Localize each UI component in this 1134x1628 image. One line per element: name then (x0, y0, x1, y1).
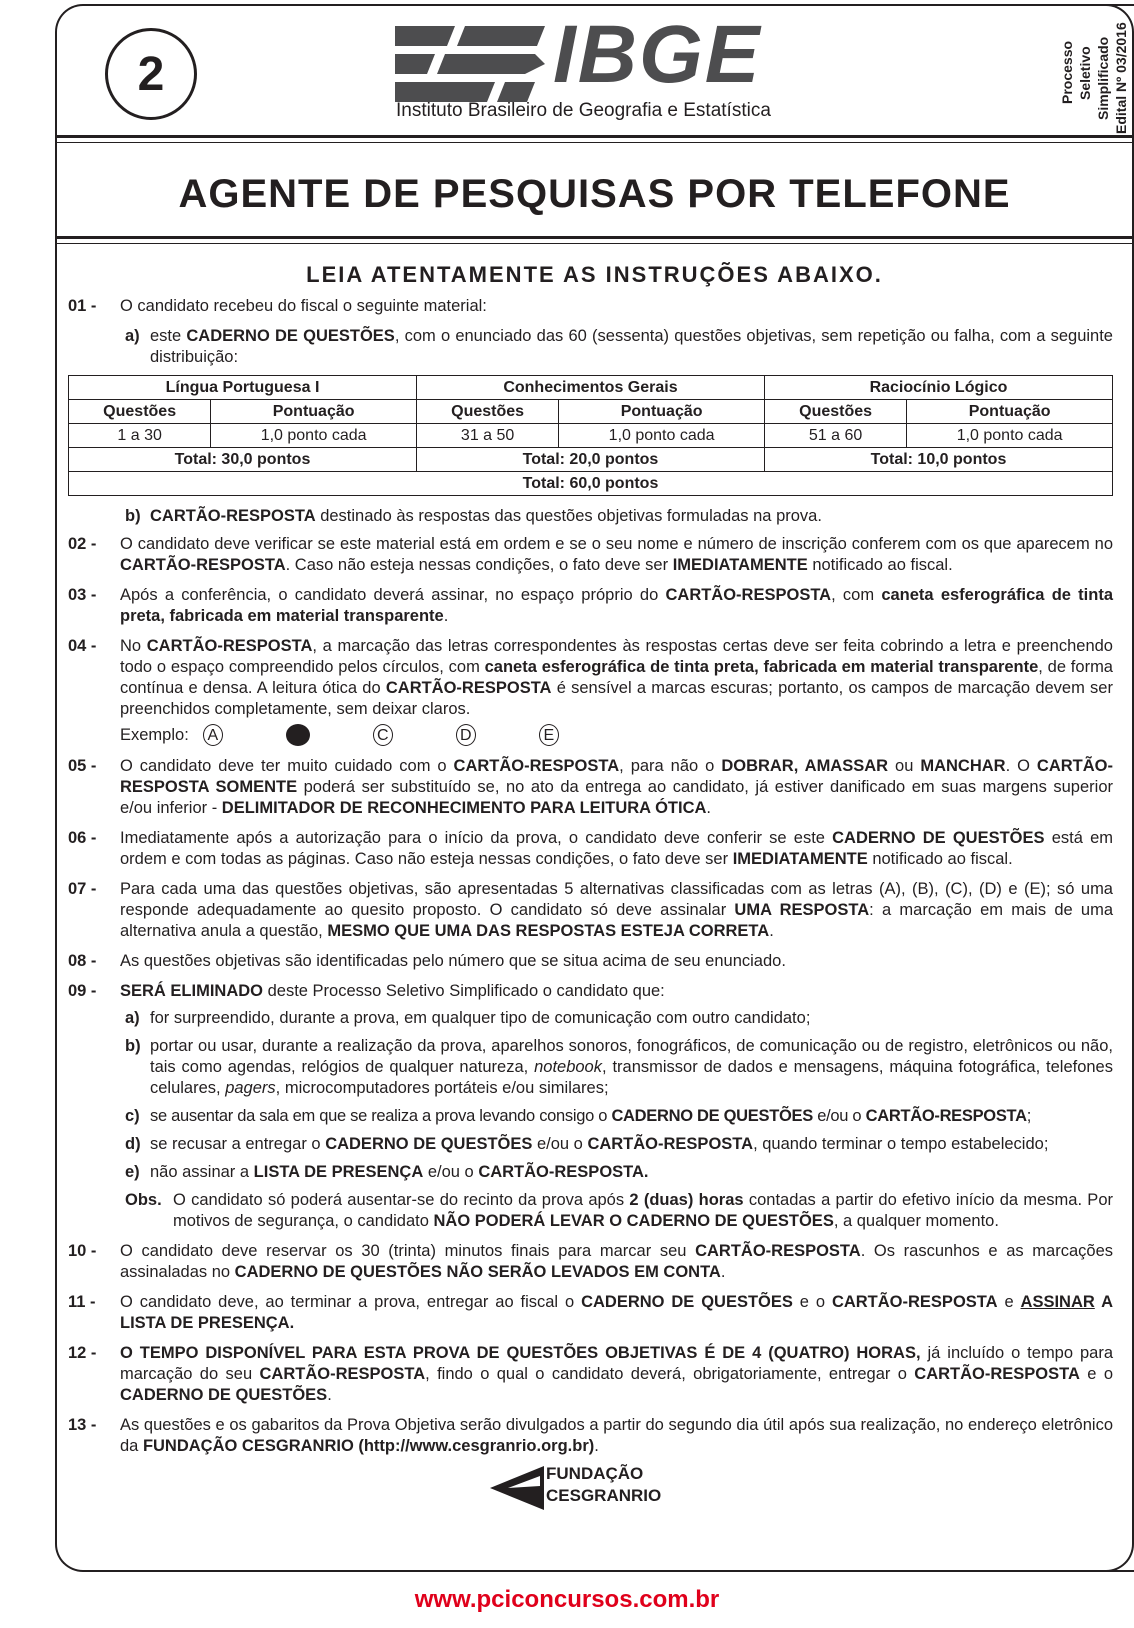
side-line-3: Simplificado (1095, 36, 1111, 120)
instruction-05: 05 - O candidato deve ter muito cuidado com o CARTÃO-RESPOSTA, para não o DOBRAR, AMASSAR ou MANCHAR. O CARTÃO-RESPOSTA SOMENTE poderá ser substituído se, no ato da entrega ao candidato, já estiver danificado em suas margens superior e/ou inferior - DELIMITADOR DE RECONHECIMENTO PARA LEITURA ÓTICA. (68, 757, 1113, 817)
instruction-02: 02 - O candidato deve verificar se este material está em ordem e se o seu nome e número de inscrição conferem com os que aparecem no CARTÃO-RESPOSTA. Caso não esteja nessas condições, o fato deve ser IMEDIATAMENTE notificado ao fiscal. (68, 535, 1113, 574)
col-header: Pontuação (211, 400, 417, 424)
org-line-1: FUNDAÇÃO (546, 1464, 644, 1483)
subtotal: Total: 30,0 pontos (69, 448, 417, 472)
instruction-10: 10 - O candidato deve reservar os 30 (trinta) minutos finais para marcar seu CARTÃO-RESPOSTA. Os rascunhos e as marcações assinaladas no CADERNO DE QUESTÕES NÃO SERÃO LEVADOS EM CONTA. (68, 1242, 1113, 1281)
caderno-number: 2 (105, 28, 197, 120)
header-divider-thin (55, 142, 1134, 143)
table-cell: 31 a 50 (416, 424, 558, 448)
col-header: Questões (416, 400, 558, 424)
instruction-09: 09 - SERÁ ELIMINADO deste Processo Seletivo Simplificado o candidato que: (68, 982, 665, 1000)
subject-header: Língua Portuguesa I (69, 376, 417, 400)
instruction-11: 11 - O candidato deve, ao terminar a prova, entregar ao fiscal o CADERNO DE QUESTÕES e o CARTÃO-RESPOSTA e ASSINAR A LISTA DE PRESENÇA. (68, 1293, 1113, 1332)
instruction-07: 07 - Para cada uma das questões objetivas, são apresentadas 5 alternativas classificadas com as letras (A), (B), (C), (D) e (E); só uma responde adequadamente ao quesito proposto. O candidato só deve assinalar UMA RESPOSTA: a marcação em mais de uma alternativa anula a questão, MESMO QUE UMA DAS RESPOSTAS ESTEJA CORRETA. (68, 880, 1114, 940)
table-cell: 51 a 60 (764, 424, 906, 448)
subtotal: Total: 10,0 pontos (764, 448, 1112, 472)
edital-vertical-text (1020, 4, 1130, 144)
instructions-body (68, 296, 1113, 1466)
side-line-4: Edital Nº 03/2016 (1113, 22, 1129, 134)
grand-total: Total: 60,0 pontos (69, 472, 1113, 496)
table-cell: 1,0 ponto cada (907, 424, 1113, 448)
instruction-13: 13 - As questões e os gabaritos da Prova Objetiva serão divulgados a partir do segundo dia útil após sua realização, no endereço eletrônico da FUNDAÇÃO CESGRANRIO (http://www.cesgranrio.org.br). (68, 1416, 1113, 1455)
source-link[interactable]: www.pciconcursos.com.br (414, 1586, 720, 1613)
subtotal: Total: 20,0 pontos (416, 448, 764, 472)
side-line-1: Processo (1059, 40, 1075, 104)
instruction-01a: a) este CADERNO DE QUESTÕES, com o enunciado das 60 (sessenta) questões objetivas, sem repetição ou falha, com a seguinte distribuição: (125, 327, 1113, 366)
logo-text: IBGE (553, 9, 762, 100)
instruction-09d: d) se recusar a entregar o CADERNO DE QUESTÕES e/ou o CARTÃO-RESPOSTA, quando terminar o tempo estabelecido; (125, 1135, 1049, 1153)
instructions-heading: LEIA ATENTAMENTE AS INSTRUÇÕES ABAIXO. (306, 262, 883, 287)
distribution-table (68, 375, 1113, 496)
instruction-04: 04 - No CARTÃO-RESPOSTA, a marcação das letras correspondentes às respostas certas deve ser feita cobrindo a letra e preenchendo todo o espaço compreendido pelos círculos, com caneta esferográfica de tinta preta, fabricada em material transparente, de forma contínua e densa. A leitura ótica do CARTÃO-RESPOSTA é sensível a marcas escuras; portanto, os campos de marcação devem ser preenchidos completamente, sem deixar claros. (68, 637, 1113, 718)
table-cell: 1 a 30 (69, 424, 211, 448)
title-divider (55, 236, 1134, 239)
instruction-obs: Obs. O candidato só poderá ausentar-se do recinto da prova após 2 (duas) horas contadas a partir do efetivo início da mesma. Por motivos de segurança, o candidato NÃO PODERÁ LEVAR O CADERNO DE QUESTÕES, a qualquer momento. (125, 1191, 1113, 1230)
col-header: Pontuação (907, 400, 1113, 424)
instruction-09e: e) não assinar a LISTA DE PRESENÇA e/ou o CARTÃO-RESPOSTA. (125, 1163, 649, 1181)
header-divider (55, 135, 1134, 138)
col-header: Questões (69, 400, 211, 424)
subject-header: Raciocínio Lógico (764, 376, 1112, 400)
bubble-b-filled (286, 724, 310, 746)
logo-subtitle: Instituto Brasileiro de Geografia e Estatística (396, 100, 771, 121)
marking-example (120, 724, 1113, 746)
bubble-e: E (539, 724, 559, 746)
col-header: Pontuação (559, 400, 765, 424)
org-line-2: CESGRANRIO (546, 1486, 662, 1505)
table-cell: 1,0 ponto cada (211, 424, 417, 448)
bubble-a: A (203, 724, 223, 746)
bubble-c: C (373, 724, 393, 746)
instruction-03: 03 - Após a conferência, o candidato deverá assinar, no espaço próprio do CARTÃO-RESPOSTA, com caneta esferográfica de tinta preta, fabricada em material transparente. (68, 586, 1113, 625)
side-line-2: Seletivo (1077, 46, 1093, 100)
title-divider-thin (55, 243, 1134, 244)
table-row (69, 424, 1113, 448)
subject-header: Conhecimentos Gerais (416, 376, 764, 400)
instruction-09c: c) se ausentar da sala em que se realiza a prova levando consigo o CADERNO DE QUESTÕES e/ou o CARTÃO-RESPOSTA; (125, 1107, 1032, 1125)
instruction-09a: a) for surpreendido, durante a prova, em qualquer tipo de comunicação com outro candidato; (125, 1009, 811, 1027)
cesgranrio-logo (490, 1462, 660, 1512)
table-cell: 1,0 ponto cada (559, 424, 765, 448)
instruction-12: 12 - O TEMPO DISPONÍVEL PARA ESTA PROVA DE QUESTÕES OBJETIVAS É DE 4 (QUATRO) HORAS, já incluído o tempo para marcação do seu CARTÃO-RESPOSTA, findo o qual o candidato deverá, obrigatoriamente, entregar o CARTÃO-RESPOSTA e o CADERNO DE QUESTÕES. (68, 1344, 1113, 1404)
instruction-01: 01 - O candidato recebeu do fiscal o seguinte material: (68, 297, 487, 315)
cesgranrio-flag-icon (490, 1466, 550, 1510)
col-header: Questões (764, 400, 906, 424)
bubble-d: D (456, 724, 476, 746)
page-title: AGENTE DE PESQUISAS POR TELEFONE (178, 172, 1011, 216)
instruction-08: 08 - As questões objetivas são identificadas pelo número que se situa acima de seu enunciado. (68, 952, 786, 970)
example-label: Exemplo: (120, 725, 189, 744)
instruction-09b: b) portar ou usar, durante a realização da prova, aparelhos sonoros, fonográficos, de comunicação ou de registro, eletrônicos ou não, tais como agendas, relógios de qualquer natureza, notebook, transmissor de dados e mensagens, máquina fotográfica, telefones celulares, pagers, microcomputadores portáteis e/ou similares; (125, 1037, 1113, 1097)
instruction-01b: b) CARTÃO-RESPOSTA destinado às respostas das questões objetivas formuladas na prova. (125, 507, 822, 525)
instruction-06: 06 - Imediatamente após a autorização para o início da prova, o candidato deve conferir se este CADERNO DE QUESTÕES está em ordem e com todas as páginas. Caso não esteja nessas condições, o fato deve ser IMEDIATAMENTE notificado ao fiscal. (68, 829, 1113, 868)
